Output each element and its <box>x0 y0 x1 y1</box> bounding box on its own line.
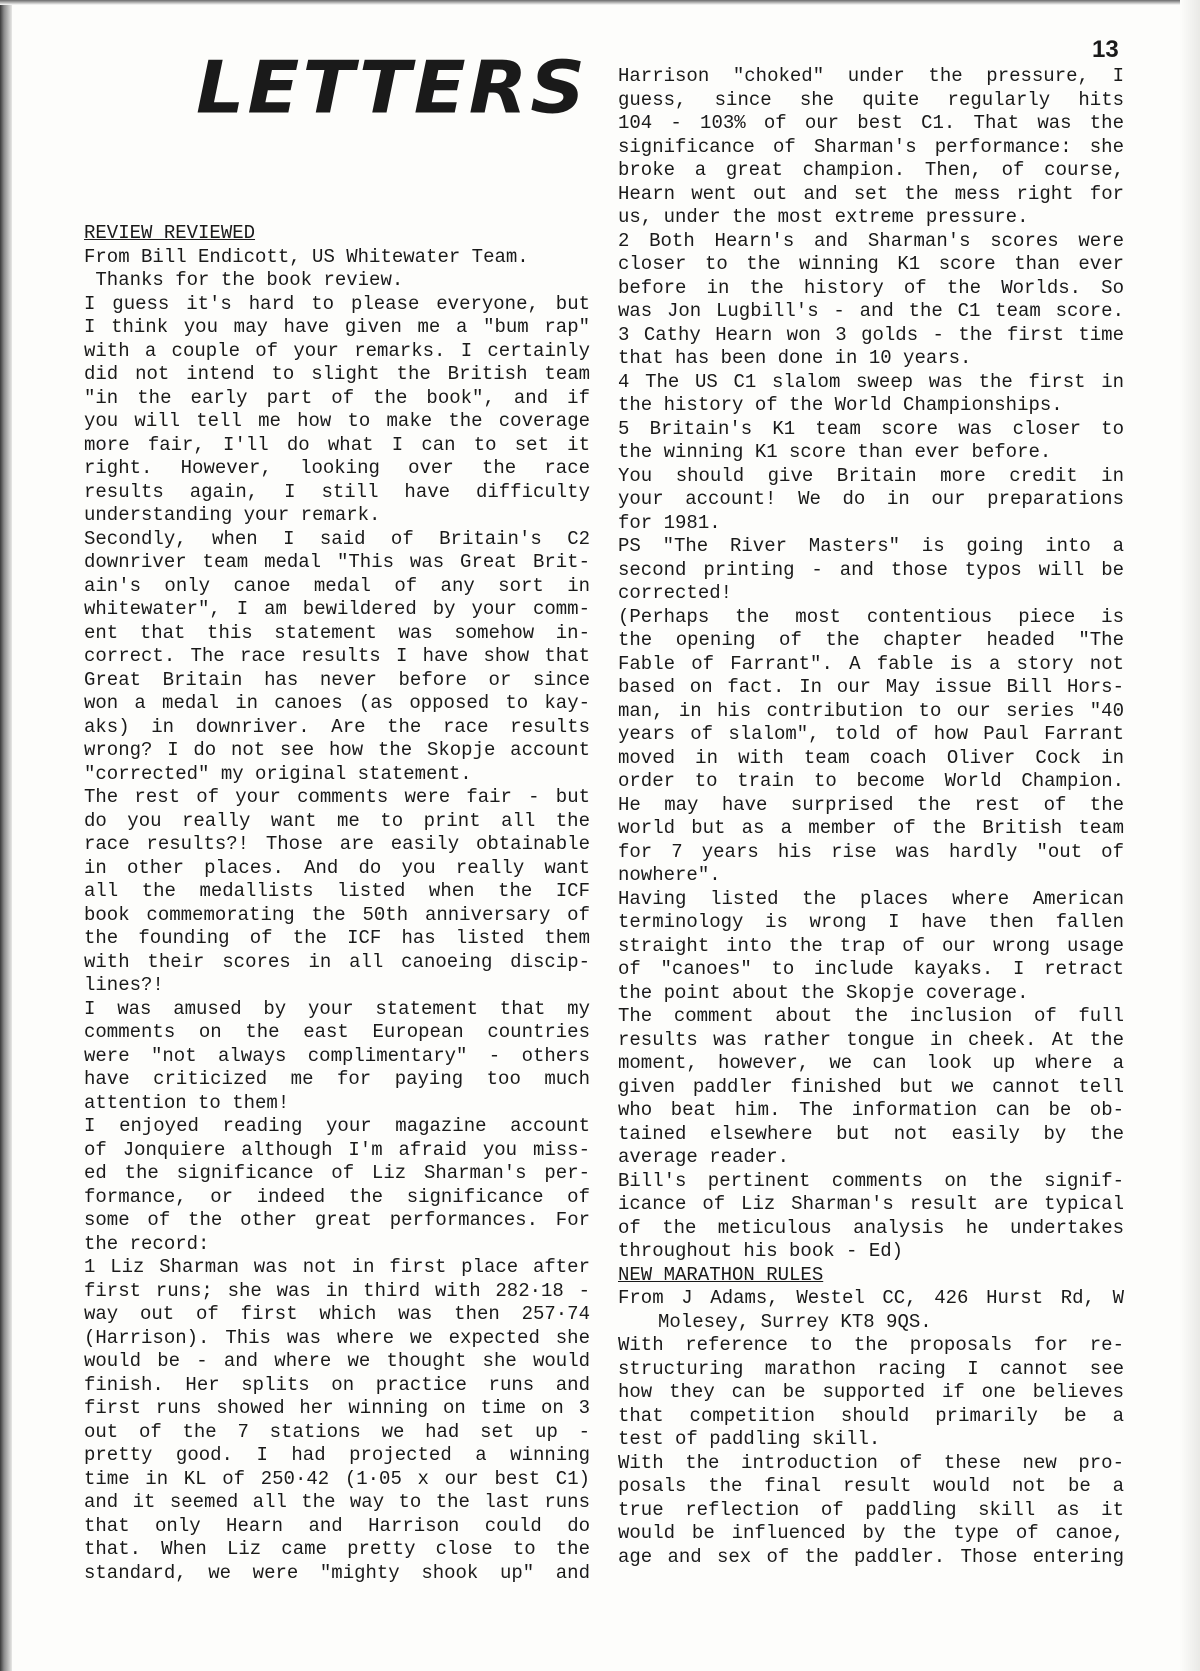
text-line: man, in his contribution to our series "40 <box>618 699 1124 722</box>
text-line: with a couple of your remarks. I certainly <box>84 339 590 362</box>
text-line: 3 Cathy Hearn won 3 golds - the first time <box>618 323 1124 346</box>
text-line: finish. Her splits on practice runs and <box>84 1373 590 1396</box>
text-line: more fair, I'll do what I can to set it <box>84 433 590 456</box>
page-title: LETTERS <box>196 45 588 130</box>
text-line: have criticized me for paying too much <box>84 1068 590 1090</box>
text-line: broke a great champion. Then, of course, <box>618 159 1124 181</box>
text-line: would be influenced by the type of canoe, <box>618 1522 1124 1544</box>
text-line: nowhere". <box>618 864 721 886</box>
text-line: first runs showed her winning on time on 3 <box>84 1397 590 1419</box>
text-line: years of slalom", told of how Paul Farrant <box>618 723 1124 745</box>
right-edge-shadow <box>1180 0 1200 1671</box>
text-line: order to train to become World Champion. <box>618 770 1124 792</box>
text-line: the founding of the ICF has listed them <box>84 927 590 949</box>
text-line: Having listed the places where American <box>618 887 1124 910</box>
text-line: "in the early part of the book", and if <box>84 386 590 409</box>
text-line: He may have surprised the rest of the <box>618 793 1124 816</box>
text-line: terminology is wrong I have then fallen <box>618 911 1124 933</box>
text-line: the point about the Skopje coverage. <box>618 981 1029 1004</box>
text-line: understanding your remark. <box>84 504 381 526</box>
text-line: 104 - 103% of our best C1. That was the <box>618 112 1124 134</box>
text-line: true reflection of paddling skill as it <box>618 1498 1124 1521</box>
text-line: of "canoes" to include kayaks. I retract <box>618 958 1124 980</box>
text-line: 1 Liz Sharman was not in first place after <box>84 1256 590 1278</box>
text-line: Molesey, Surrey KT8 9QS. <box>658 1310 932 1333</box>
section-heading: REVIEW REVIEWED <box>84 222 256 244</box>
page-number: 13 <box>1092 36 1119 63</box>
text-line: With the introduction of these new pro- <box>618 1451 1124 1474</box>
text-line: Bill's pertinent comments on the signif- <box>618 1169 1124 1192</box>
text-line: would be - and where we thought she would <box>84 1350 590 1372</box>
text-line: comments on the east European countries <box>84 1021 590 1043</box>
text-line: Great Britain has never before or since <box>84 668 590 691</box>
text-line: formance, or indeed the significance of <box>84 1185 590 1208</box>
text-line: attention to them! <box>84 1091 290 1114</box>
text-line: Harrison "choked" under the pressure, I <box>618 65 1124 87</box>
text-line: From Bill Endicott, US Whitewater Team. <box>84 245 529 268</box>
text-line: Secondly, when I said of Britain's C2 <box>84 527 590 550</box>
text-line: Fable of Farrant". A fable is a story not <box>618 652 1124 675</box>
text-line: the record: <box>84 1232 210 1255</box>
text-line: structuring marathon racing I cannot see <box>618 1357 1124 1380</box>
text-line: 5 Britain's K1 team score was closer to <box>618 417 1124 440</box>
text-line: Thanks for the book review. <box>84 269 404 291</box>
text-line: out of the 7 stations we had set up - <box>84 1420 590 1443</box>
text-line: throughout his book - Ed) <box>618 1240 904 1262</box>
text-line: the winning K1 score than ever before. <box>618 441 1052 463</box>
text-line: The rest of your comments were fair - but <box>84 786 590 808</box>
text-line: Hearn went out and set the mess right for <box>618 182 1124 205</box>
text-line: with their scores in all canoeing discip- <box>84 950 590 973</box>
text-line: that competition should primarily be a <box>618 1404 1124 1427</box>
text-line: you will tell me how to make the coverage <box>84 410 590 432</box>
text-line: given paddler finished but we cannot tell <box>618 1075 1124 1098</box>
text-line: I enjoyed reading your magazine account <box>84 1115 590 1137</box>
text-line: "corrected" my original statement. <box>84 762 472 785</box>
page-edge-shadow <box>0 0 12 1671</box>
text-line: I was amused by your statement that my <box>84 997 590 1020</box>
text-line: your account! We do in our preparations <box>618 488 1124 510</box>
text-line: guess, since she quite regularly hits <box>618 88 1124 111</box>
text-line: age and sex of the paddler. Those entering <box>618 1545 1124 1568</box>
text-line: how they can be supported if one believes <box>618 1381 1124 1403</box>
text-line: standard, we were "mighty shook up" and <box>84 1561 590 1584</box>
text-line: closer to the winning K1 score than ever <box>618 253 1124 275</box>
text-line: average reader. <box>618 1146 790 1168</box>
text-line: results again, I still have difficulty <box>84 480 590 503</box>
text-line: time in KL of 250·42 (1·05 x our best C1) <box>84 1467 590 1490</box>
text-line: pretty good. I had projected a winning <box>84 1444 590 1466</box>
text-line: that has been done in 10 years. <box>618 347 972 369</box>
text-line: way out of first which was then 257·74 <box>84 1303 590 1325</box>
text-line: second printing - and those typos will be <box>618 558 1124 581</box>
text-line: right. However, looking over the race <box>84 457 590 479</box>
text-line: aks) in downriver. Are the race results <box>84 715 590 738</box>
text-line: was Jon Lugbill's - and the C1 team score. <box>618 300 1124 322</box>
text-line: who beat him. The information can be ob- <box>618 1099 1124 1121</box>
text-line: ed the significance of Liz Sharman's per- <box>84 1162 590 1184</box>
right-column <box>618 65 1124 1569</box>
top-edge-shadow <box>0 0 1200 5</box>
text-line: in other places. And do you really want <box>84 856 590 879</box>
text-line: ent that this statement was somehow in- <box>84 621 590 644</box>
text-line: results was rather tongue in cheek. At the <box>618 1028 1124 1051</box>
text-line: moved in with team coach Oliver Cock in <box>618 746 1124 769</box>
text-line: With reference to the proposals for re- <box>618 1334 1124 1356</box>
text-line: lines?! <box>84 974 164 996</box>
text-line: tained elsewhere but not easily by the <box>618 1122 1124 1145</box>
text-line: test of paddling skill. <box>618 1428 881 1450</box>
text-line: moment, however, we can look up where a <box>618 1052 1124 1074</box>
text-line: did not intend to slight the British team <box>84 363 590 385</box>
text-line: The comment about the inclusion of full <box>618 1005 1124 1027</box>
text-line: the history of the World Championships. <box>618 394 1063 416</box>
left-column <box>84 222 590 1585</box>
text-line: I guess it's hard to please everyone, but <box>84 292 590 315</box>
text-line: do you really want me to print all the <box>84 809 590 832</box>
text-line: downriver team medal "This was Great Brit- <box>84 551 590 573</box>
text-line: before in the history of the Worlds. So <box>618 276 1124 299</box>
text-line: all the medallists listed when the ICF <box>84 880 590 902</box>
text-line: world but as a member of the British team <box>618 817 1124 839</box>
text-line: ain's only canoe medal of any sort in <box>84 574 590 597</box>
section-heading: NEW MARATHON RULES <box>618 1263 824 1286</box>
text-line: won a medal in canoes (as opposed to kay- <box>84 692 590 714</box>
text-line: that. When Liz came pretty close to the <box>84 1538 590 1560</box>
text-line: us, under the most extreme pressure. <box>618 206 1029 228</box>
text-line: of the meticulous analysis he undertakes <box>618 1216 1124 1239</box>
text-line: and it seemed all the way to the last runs <box>84 1491 590 1513</box>
text-line: 2 Both Hearn's and Sharman's scores were <box>618 229 1124 252</box>
text-line: whitewater", I am bewildered by your comm- <box>84 598 590 620</box>
text-line: race results?! Those are easily obtainable <box>84 833 590 855</box>
text-line: based on fact. In our May issue Bill Hors- <box>618 676 1124 698</box>
text-line: for 1981. <box>618 511 721 534</box>
text-line: I think you may have given me a "bum rap" <box>84 316 590 338</box>
text-line: first runs; she was in third with 282·18 - <box>84 1279 590 1302</box>
text-line: posals the final result would not be a <box>618 1475 1124 1497</box>
text-line: of Jonquiere although I'm afraid you miss- <box>84 1138 590 1161</box>
text-line: You should give Britain more credit in <box>618 464 1124 487</box>
text-line: wrong? I do not see how the Skopje account <box>84 739 590 761</box>
text-line: corrected! <box>618 582 733 604</box>
text-line: the opening of the chapter headed "The <box>618 629 1124 651</box>
text-line: (Harrison). This was where we expected she <box>84 1326 590 1349</box>
text-line: PS "The River Masters" is going into a <box>618 535 1124 557</box>
text-line: 4 The US C1 slalom sweep was the first in <box>618 370 1124 393</box>
text-line: some of the other great performances. For <box>84 1209 590 1231</box>
text-line: significance of Sharman's performance: she <box>618 135 1124 158</box>
text-line: From J Adams, Westel CC, 426 Hurst Rd, W <box>618 1287 1124 1309</box>
text-line: for 7 years his rise was hardly "out of <box>618 840 1124 863</box>
text-line: book commemorating the 50th anniversary of <box>84 903 590 926</box>
text-line: were "not always complimentary" - others <box>84 1044 590 1067</box>
text-line: (Perhaps the most contentious piece is <box>618 605 1124 628</box>
text-line: icance of Liz Sharman's result are typical <box>618 1193 1124 1215</box>
text-line: straight into the trap of our wrong usage <box>618 934 1124 957</box>
text-line: correct. The race results I have show that <box>84 645 590 667</box>
text-line: that only Hearn and Harrison could do <box>84 1514 590 1537</box>
